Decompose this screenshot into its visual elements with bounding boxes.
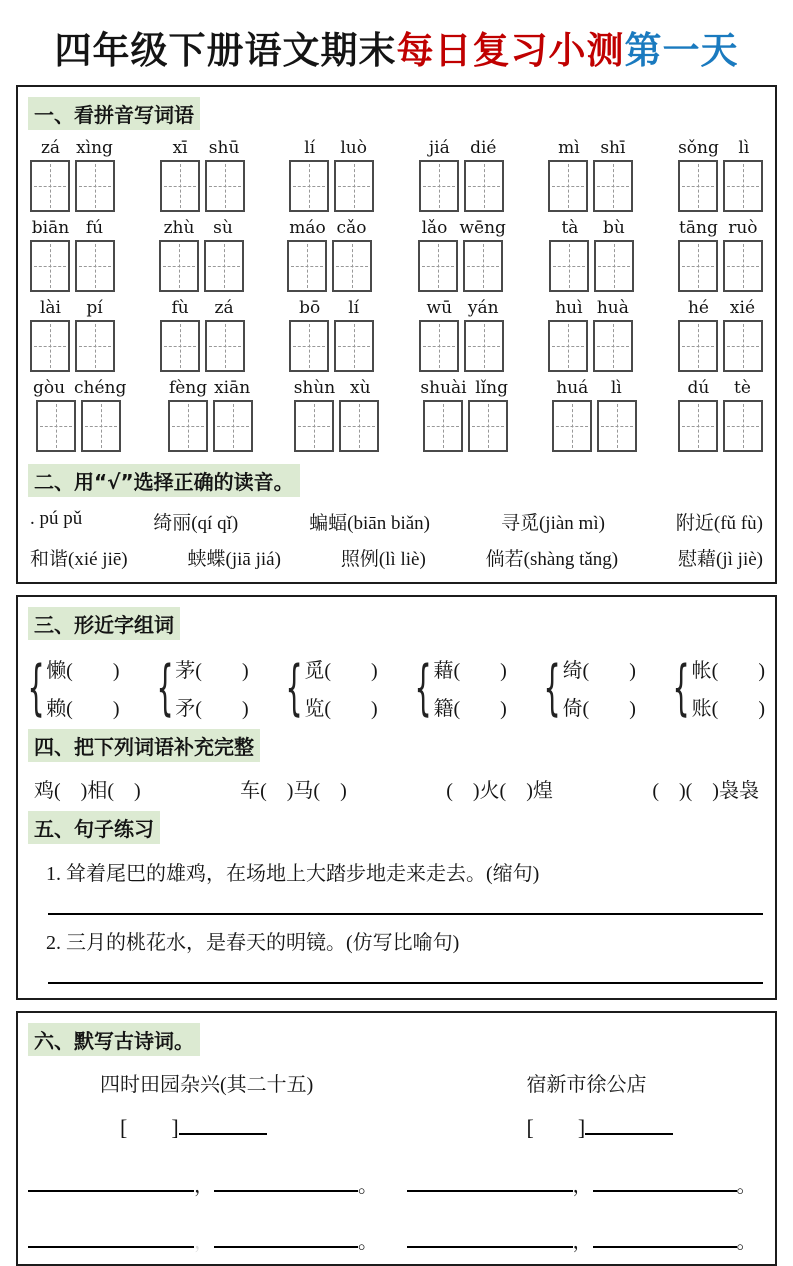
verse-period: 。 [736, 1175, 757, 1197]
pinyin-syllable: wū [426, 298, 453, 318]
pinyin-word-group [30, 378, 126, 452]
pinyin-word-group [420, 378, 510, 452]
pinyin-word-group [160, 298, 245, 372]
writing-box [597, 400, 637, 452]
writing-box [334, 160, 374, 212]
writing-box [75, 320, 115, 372]
pronunciation-item: 蛱蝶(jiā jiá) [187, 549, 281, 570]
sentence-question-2: 2. 三月的桃花水，是春天的明镜。(仿写比喻句) [46, 932, 460, 954]
character-blank: 帐( ) [691, 660, 765, 682]
pinyin-syllables [159, 218, 244, 238]
pinyin-syllable: gòu [32, 378, 66, 398]
writing-box [75, 240, 115, 292]
pinyin-syllables [416, 218, 506, 238]
pinyin-word-group [678, 138, 763, 212]
pronunciation-line [30, 508, 763, 535]
pinyin-word-group [294, 378, 380, 452]
idiom-item: 车( )马( ) [240, 780, 347, 802]
writing-box [30, 160, 70, 212]
pronunciation-item: 和谐(xié jiē) [30, 549, 128, 570]
verse-blank-line [28, 1233, 194, 1248]
page-title [0, 20, 793, 74]
character-pair-column [175, 654, 248, 721]
pinyin-syllable: dié [470, 138, 497, 158]
verse-blank-line [214, 1233, 358, 1248]
pinyin-syllable: biān [31, 218, 70, 238]
writing-box [205, 320, 245, 372]
worksheet-page [0, 20, 793, 1266]
author-blank-line [179, 1119, 267, 1135]
pinyin-syllable: dú [687, 378, 710, 398]
writing-boxes [289, 160, 374, 212]
title-part-blue: 第一天 [624, 29, 739, 72]
pinyin-syllable: huà [596, 298, 629, 318]
pinyin-word-group [678, 218, 763, 292]
answer-blank-line-1 [48, 913, 763, 915]
pronunciation-item: 倘若(shàng tǎng) [485, 549, 619, 570]
pinyin-word-group [30, 218, 115, 292]
writing-box [419, 320, 459, 372]
character-pair [28, 654, 120, 721]
pinyin-syllables [549, 218, 634, 238]
character-blank: 籍( ) [433, 698, 507, 720]
writing-boxes [420, 400, 510, 452]
pinyin-syllable: fú [85, 218, 104, 238]
brace-glyph: { [672, 652, 691, 723]
writing-box [418, 240, 458, 292]
pinyin-word-group [159, 218, 244, 292]
answer-blank-line-2 [48, 982, 763, 984]
pinyin-syllable: lí [348, 298, 360, 318]
pinyin-syllable: máo [289, 218, 326, 238]
writing-boxes [289, 320, 374, 372]
pinyin-syllable: xù [349, 378, 371, 398]
writing-box [464, 160, 504, 212]
pinyin-syllable: tè [733, 378, 751, 398]
pinyin-syllable: shuài [420, 378, 467, 398]
writing-box [419, 160, 459, 212]
section4-heading: 四、把下列词语补充完整 [28, 729, 260, 762]
character-blank: 懒( ) [46, 660, 120, 682]
pinyin-syllable: sǒng [678, 138, 719, 158]
character-blank: 账( ) [691, 698, 765, 720]
writing-boxes [548, 320, 633, 372]
pinyin-syllable: pí [86, 298, 103, 318]
pinyin-syllable: jiá [428, 138, 450, 158]
pinyin-syllables [552, 378, 637, 398]
pinyin-syllable: lì [738, 138, 750, 158]
writing-box [289, 320, 329, 372]
pinyin-syllable: luò [340, 138, 367, 158]
pinyin-syllable: wēng [459, 218, 506, 238]
verse-period: 。 [736, 1231, 757, 1253]
poem-title: 宿新市徐公店 [526, 1074, 647, 1096]
pinyin-syllable: huá [556, 378, 589, 398]
pronunciation-item: 照例(lì liè) [340, 549, 426, 570]
title-part-red: 每日复习小测 [396, 29, 625, 72]
section3-heading: 三、形近字组词 [28, 607, 180, 640]
verse-comma: ， [572, 1175, 593, 1197]
pinyin-syllables [30, 138, 115, 158]
writing-box [593, 320, 633, 372]
pinyin-syllables [678, 218, 763, 238]
idiom-item: ( )火( )煌 [446, 780, 553, 802]
writing-box [548, 320, 588, 372]
pinyin-syllables [419, 298, 504, 318]
writing-box [723, 240, 763, 292]
section2-heading: 二、用“√”选择正确的读音。 [28, 464, 300, 497]
section6-heading: 六、默写古诗词。 [28, 1023, 200, 1056]
verse-blank-line [593, 1177, 737, 1192]
pinyin-word-group [678, 378, 763, 452]
pinyin-word-group [289, 138, 374, 212]
writing-boxes [552, 400, 637, 452]
character-blank: 藉( ) [433, 660, 507, 682]
character-blank: 矛( ) [175, 698, 249, 720]
pinyin-syllable: xié [729, 298, 756, 318]
pinyin-syllable: bù [603, 218, 625, 238]
verse-blank-row [397, 1169, 766, 1198]
verse-blank-row [397, 1225, 766, 1254]
character-pair [544, 654, 636, 721]
pronunciation-item: 慰藉(jì jiè) [678, 549, 763, 570]
poem-column [397, 1060, 766, 1254]
writing-box [332, 240, 372, 292]
pinyin-row [28, 138, 765, 212]
pinyin-word-group [30, 138, 115, 212]
pinyin-word-group [548, 298, 633, 372]
pinyin-syllables [160, 298, 245, 318]
pinyin-writing-grid [28, 138, 765, 452]
pinyin-syllables [294, 378, 380, 398]
pinyin-row [28, 298, 765, 372]
writing-box [213, 400, 253, 452]
character-pair-column [304, 654, 377, 721]
pinyin-syllable: xìng [76, 138, 113, 158]
pinyin-syllables [678, 138, 763, 158]
pinyin-syllables [420, 378, 510, 398]
character-pair [286, 654, 378, 721]
writing-boxes [30, 240, 115, 292]
writing-boxes [419, 160, 504, 212]
pinyin-syllable: zá [40, 138, 61, 158]
pinyin-word-group [416, 218, 506, 292]
writing-box [75, 160, 115, 212]
writing-box [594, 240, 634, 292]
writing-box [423, 400, 463, 452]
pinyin-word-group [419, 298, 504, 372]
writing-box [463, 240, 503, 292]
verse-blank-line [407, 1233, 573, 1248]
pinyin-word-group [160, 138, 245, 212]
brace-glyph: { [414, 652, 432, 723]
box-sections-1-2 [16, 85, 777, 584]
pronunciation-line [30, 544, 763, 571]
writing-box [548, 160, 588, 212]
pinyin-word-group [289, 298, 374, 372]
pinyin-word-group [552, 378, 637, 452]
writing-box [204, 240, 244, 292]
pinyin-syllable: fù [171, 298, 189, 318]
writing-boxes [168, 400, 253, 452]
character-pair-column [692, 654, 765, 721]
pinyin-word-group [287, 218, 372, 292]
verse-blank-line [593, 1233, 737, 1248]
pinyin-syllable: yán [467, 298, 499, 318]
writing-box [36, 400, 76, 452]
pinyin-word-group [678, 298, 763, 372]
pinyin-syllable: chéng [74, 378, 127, 398]
pinyin-syllables [678, 378, 763, 398]
character-pair [157, 654, 249, 721]
writing-boxes [159, 240, 244, 292]
pinyin-syllables [289, 138, 374, 158]
pinyin-syllable: lài [39, 298, 61, 318]
title-part-black: 四年级下册语文期末 [54, 29, 397, 72]
writing-box [294, 400, 334, 452]
idiom-item: 鸡( )相( ) [34, 780, 141, 802]
author-bracket: [ ] [526, 1115, 586, 1140]
writing-box [160, 320, 200, 372]
writing-boxes [678, 160, 763, 212]
pinyin-syllable: lǐng [475, 378, 508, 398]
pinyin-syllable: cǎo [336, 218, 367, 238]
writing-boxes [678, 320, 763, 372]
writing-box [334, 320, 374, 372]
character-blank: 倚( ) [562, 698, 636, 720]
verse-blank-line [214, 1177, 358, 1192]
pinyin-syllable: tāng [679, 218, 718, 238]
pinyin-syllables [548, 298, 633, 318]
brace-glyph: { [543, 652, 562, 723]
verse-comma: ， [572, 1231, 593, 1253]
similar-character-pairs [28, 654, 765, 721]
pinyin-syllables [30, 298, 115, 318]
idiom-completion-row [34, 774, 759, 803]
pinyin-word-group [30, 298, 115, 372]
character-blank: 茅( ) [175, 660, 249, 682]
character-blank: 览( ) [304, 698, 378, 720]
writing-boxes [30, 400, 126, 452]
pinyin-word-group [168, 378, 253, 452]
pinyin-word-group [419, 138, 504, 212]
box-section-6 [16, 1011, 777, 1266]
poem-recitation-area [28, 1060, 765, 1254]
writing-box [723, 400, 763, 452]
writing-box [339, 400, 379, 452]
pinyin-syllable: fèng [168, 378, 208, 398]
writing-boxes [287, 240, 372, 292]
pinyin-word-group [549, 218, 634, 292]
pinyin-syllable: bō [299, 298, 321, 318]
writing-boxes [160, 160, 245, 212]
pinyin-syllable: xiān [214, 378, 251, 398]
pinyin-word-group [548, 138, 633, 212]
writing-boxes [160, 320, 245, 372]
writing-boxes [419, 320, 504, 372]
pinyin-syllables [30, 218, 115, 238]
character-blank: 赖( ) [46, 698, 120, 720]
verse-comma: ， [194, 1231, 214, 1253]
verse-blank-line [28, 1177, 194, 1192]
writing-box [81, 400, 121, 452]
writing-box [30, 320, 70, 372]
pronunciation-item: 蝙蝠(biān biǎn) [309, 513, 430, 534]
writing-box [723, 320, 763, 372]
writing-boxes [548, 160, 633, 212]
character-blank: 觅( ) [304, 660, 378, 682]
writing-boxes [549, 240, 634, 292]
writing-box [678, 240, 718, 292]
idiom-item: ( )( )袅袅 [652, 780, 759, 802]
pinyin-syllable: lǎo [421, 218, 448, 238]
writing-boxes [294, 400, 380, 452]
writing-boxes [30, 160, 115, 212]
pinyin-syllables [419, 138, 504, 158]
pronunciation-item: 绮丽(qí qǐ) [153, 513, 239, 534]
verse-comma: ， [194, 1175, 214, 1197]
character-blank: 绮( ) [562, 660, 636, 682]
pinyin-syllables [160, 138, 245, 158]
writing-boxes [678, 400, 763, 452]
pronunciation-choice-list [28, 508, 765, 571]
writing-box [168, 400, 208, 452]
writing-boxes [416, 240, 506, 292]
writing-box [30, 240, 70, 292]
writing-box [678, 400, 718, 452]
poem-author-row [397, 1111, 766, 1142]
pinyin-syllables [168, 378, 253, 398]
brace-glyph: { [156, 652, 174, 723]
writing-boxes [30, 320, 115, 372]
poem-title: 四时田园杂兴(其二十五) [100, 1074, 314, 1096]
pinyin-syllable: zá [214, 298, 234, 318]
verse-blank-row [28, 1169, 397, 1198]
brace-glyph: { [27, 652, 45, 723]
writing-box [205, 160, 245, 212]
pinyin-syllables [287, 218, 372, 238]
pinyin-syllable: shùn [293, 378, 336, 398]
pinyin-syllable: lí [304, 138, 316, 158]
author-bracket: [ ] [120, 1115, 179, 1140]
pinyin-syllable: huì [555, 298, 583, 318]
writing-box [593, 160, 633, 212]
pinyin-row [28, 378, 765, 452]
section1-heading: 一、看拼音写词语 [28, 97, 200, 130]
verse-blank-line [407, 1177, 573, 1192]
writing-box [468, 400, 508, 452]
pinyin-syllables [548, 138, 633, 158]
pinyin-row [28, 218, 765, 292]
poem-column [28, 1060, 397, 1254]
writing-box [549, 240, 589, 292]
section5-heading: 五、句子练习 [28, 811, 160, 844]
pinyin-syllable: zhù [163, 218, 195, 238]
pronunciation-item: 附近(fǔ fù) [675, 513, 763, 534]
writing-box [552, 400, 592, 452]
character-pair-column [46, 654, 119, 721]
verse-period: 。 [358, 1175, 378, 1197]
pinyin-syllable: ruò [728, 218, 758, 238]
writing-box [289, 160, 329, 212]
pinyin-syllable: mì [558, 138, 580, 158]
pronunciation-item: 寻觅(jiàn mì) [500, 513, 605, 534]
box-sections-3-4-5 [16, 595, 777, 1000]
poem-author-row [28, 1111, 397, 1142]
verse-period: 。 [358, 1231, 378, 1253]
brace-glyph: { [285, 652, 303, 723]
pinyin-syllable: sù [213, 218, 233, 238]
pinyin-syllable: tà [561, 218, 579, 238]
writing-box [287, 240, 327, 292]
pinyin-syllables [678, 298, 763, 318]
writing-box [160, 160, 200, 212]
character-pair-column [563, 654, 636, 721]
writing-box [678, 160, 718, 212]
writing-box [723, 160, 763, 212]
pinyin-syllable: shū [208, 138, 240, 158]
character-pair-column [433, 654, 506, 721]
writing-boxes [678, 240, 763, 292]
writing-box [678, 320, 718, 372]
pinyin-syllable: shī [600, 138, 626, 158]
character-pair [673, 654, 765, 721]
pinyin-syllable: hé [687, 298, 709, 318]
pronunciation-item: . pú pǔ [30, 508, 83, 529]
writing-box [159, 240, 199, 292]
pinyin-syllable: lì [610, 378, 622, 398]
author-blank-line [585, 1119, 673, 1135]
verse-blank-row [28, 1225, 397, 1254]
writing-box [464, 320, 504, 372]
character-pair [415, 654, 507, 721]
sentence-question-1: 1. 耸着尾巴的雄鸡，在场地上大踏步地走来走去。(缩句) [46, 863, 540, 885]
pinyin-syllable: xī [172, 138, 188, 158]
pinyin-syllables [30, 378, 126, 398]
pinyin-syllables [289, 298, 374, 318]
